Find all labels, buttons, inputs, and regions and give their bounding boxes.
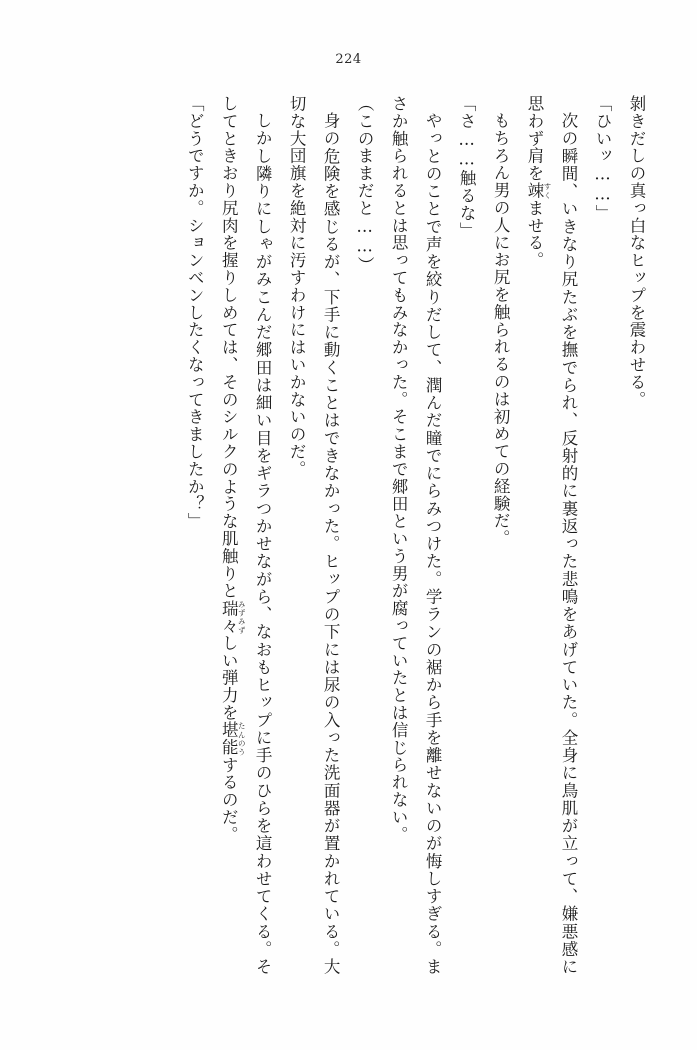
page-text-body	[42, 95, 653, 975]
paragraph: 「ひいッ……」	[593, 95, 613, 222]
page-number: 224	[335, 52, 362, 67]
ruby-annotation: 堪能 たんのう	[219, 721, 247, 757]
paragraph: しかし隣りにしゃがみこんだ郷田は細い目をギラつかせながら、なおもヒップに手のひらを這わせてくる。そしてときおり尻肉を握りしめては、そのシルクのような肌触りと瑞々 みずみずしい弾力を堪能 たんのうするのだ。	[219, 95, 273, 975]
paragraph: もちろん男の人にお尻を触られるのは初めての経験だ。	[491, 111, 511, 547]
paragraph: 「さ……触るな」	[457, 95, 477, 240]
paragraph: やっとのことで声を絞りだして、潤んだ瞳でにらみつけた。学ランの裾から手を離せないのが悔しすぎる。まさか触られるとは思ってもみなかった。そこまで郷田という男が腐っていたとは信じられない。	[389, 95, 443, 975]
paragraph: 剝きだしの真っ白なヒップを震わせる。	[627, 95, 646, 409]
paragraph: （このままだと……）	[355, 95, 375, 274]
ruby-annotation: 瑞々 みずみず	[219, 599, 247, 635]
ruby-annotation: 竦 すく	[525, 182, 553, 200]
paragraph: 次の瞬間、いきなり尻たぶを撫でられ、反射的に裏返った悲鳴をあげていた。全身に鳥肌が立って、嫌悪感に思わず肩を竦 すくませる。	[525, 95, 579, 975]
paragraph: 身の危険を感じるが、下手に動くことはできなかった。ヒップの下には尿の入った洗面器が置かれている。大切な大団旗を絶対に汚すわけにはいかないのだ。	[287, 95, 341, 975]
paragraph: 「どうですか。ションベンしたくなってきましたか？」	[185, 95, 205, 530]
